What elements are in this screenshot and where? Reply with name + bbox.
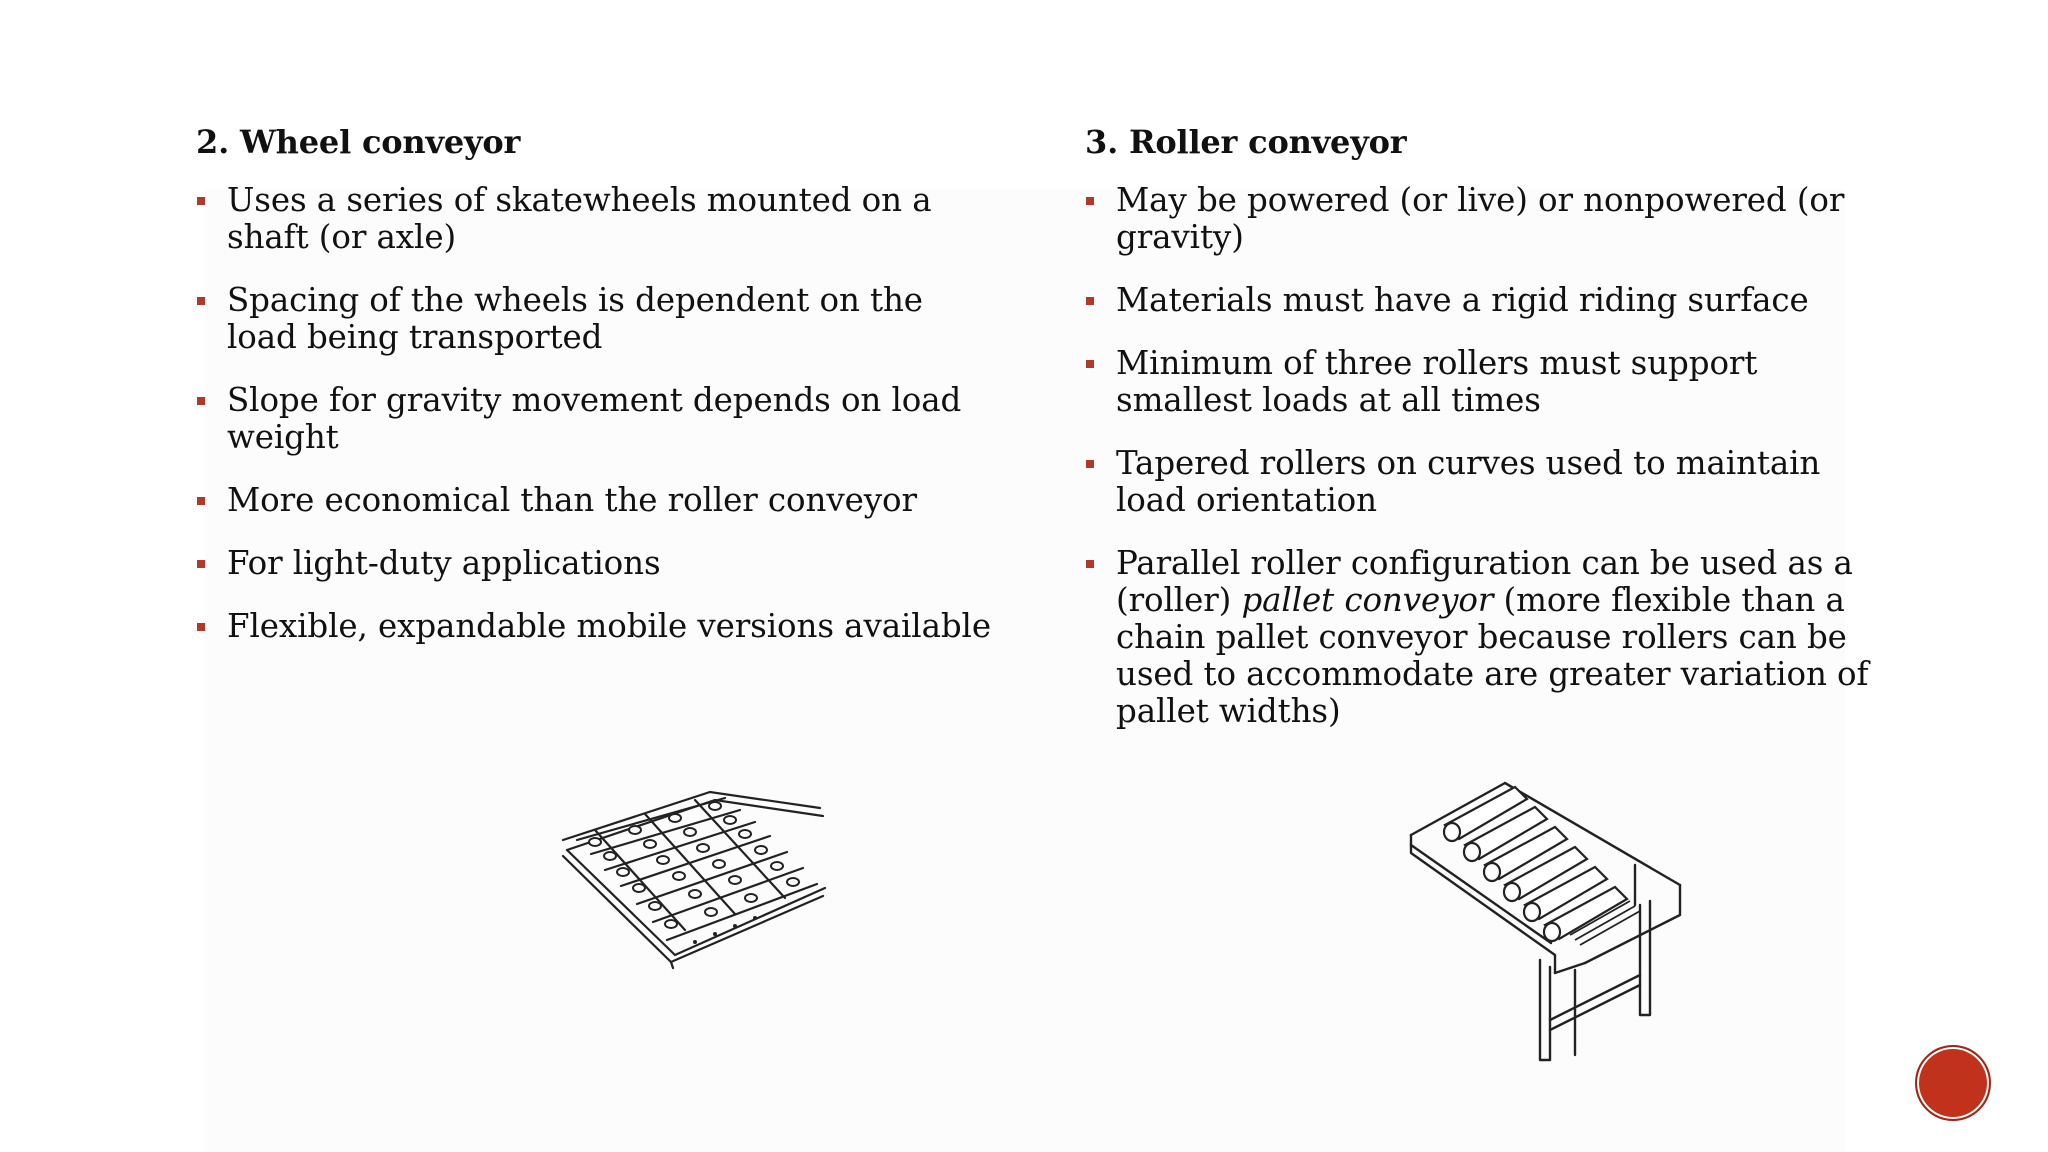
list-item: Materials must have a rigid riding surface <box>1085 282 1885 319</box>
bullet-marker <box>197 197 205 205</box>
wheel-conveyor-illustration <box>555 780 830 970</box>
roller-conveyor-illustration <box>1405 775 1685 1065</box>
wheel-conveyor-bullet-list <box>196 182 996 645</box>
roller-conveyor-heading: 3. Roller conveyor <box>1085 123 1407 161</box>
bullet-marker <box>1086 460 1094 468</box>
bullet-marker <box>197 560 205 568</box>
roller-conveyor-section <box>1085 122 1885 756</box>
bullet-marker <box>197 497 205 505</box>
bullet-marker <box>1086 560 1094 568</box>
list-item: Tapered rollers on curves used to maintain load orientation <box>1085 445 1885 519</box>
bullet-marker <box>197 623 205 631</box>
bullet-marker <box>1086 360 1094 368</box>
list-item: Slope for gravity movement depends on load weight <box>196 382 996 456</box>
list-item: Flexible, expandable mobile versions available <box>196 608 996 645</box>
slide-nav-button[interactable] <box>1915 1045 1991 1121</box>
wheel-conveyor-heading: 2. Wheel conveyor <box>196 123 521 161</box>
wheel-conveyor-section <box>196 122 996 671</box>
list-item: Minimum of three rollers must support smallest loads at all times <box>1085 345 1885 419</box>
roller-conveyor-bullet-list <box>1085 182 1885 730</box>
list-item: Uses a series of skatewheels mounted on a shaft (or axle) <box>196 182 996 256</box>
bullet-marker <box>197 297 205 305</box>
list-item: May be powered (or live) or nonpowered (or gravity) <box>1085 182 1885 256</box>
bullet-marker <box>1086 297 1094 305</box>
bullet-marker <box>1086 197 1094 205</box>
list-item: More economical than the roller conveyor <box>196 482 996 519</box>
list-item: Spacing of the wheels is dependent on the load being transported <box>196 282 996 356</box>
list-item: For light-duty applications <box>196 545 996 582</box>
list-item: Parallel roller configuration can be used as a (roller) pallet conveyor (more flexible than a chain pallet conveyor because rollers can be used to accommodate are greater variation of pallet widths) <box>1085 545 1885 730</box>
bullet-marker <box>197 397 205 405</box>
